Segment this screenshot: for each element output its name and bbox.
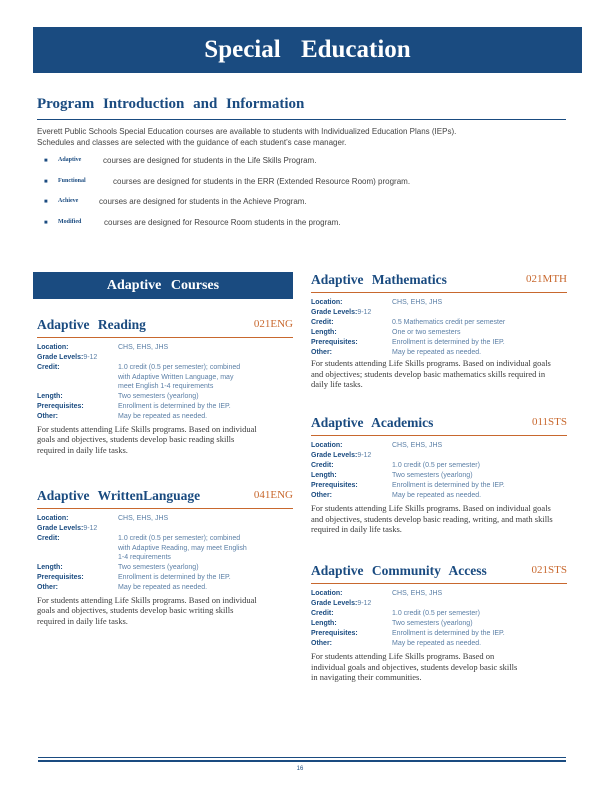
location-value: CHS, EHS, JHS [118,515,169,522]
course-adaptive-reading [37,317,293,455]
course-title: Adaptive Reading [37,317,146,332]
course-info [311,298,567,358]
location-value: CHS, EHS, JHS [392,590,443,597]
course-description: For students attending Life Skills programs. Based on individual goals and objectives, students develop basic writing skills required in daily life tasks. [37,594,257,626]
course-rule [37,337,293,338]
other-value: May be repeated as needed. [392,640,482,647]
length-value: Two semesters (yearlong) [118,563,199,571]
credit-label: Credit: [37,535,60,542]
program-description: courses are designed for students in the Achieve Program. [99,197,307,206]
location-label: Location: [37,344,69,351]
credit-label: Credit: [311,462,334,469]
program-description: courses are designed for students in the ERR (Extended Resource Room) program. [113,176,411,186]
length-label: Length: [311,472,337,479]
course-code: 021MTH [526,273,567,285]
other-label: Other: [37,412,58,420]
course-description: For students attending Life Skills programs. Based on individual goals and objectives, students develop basic reading skills required in daily life tasks. [37,423,257,455]
course-title: Adaptive Mathematics [311,272,447,287]
length-label: Length: [37,392,63,400]
prerequisites-label: Prerequisites: [311,630,358,637]
credit-value: 1.0 credit (0.5 per semester) [392,462,480,469]
course-rule [311,292,567,293]
credit-value: 1.0 credit (0.5 per semester); combined with Adaptive Written Language, may meet English 1-4 requirements [118,364,241,390]
course-code: 021STS [531,564,567,576]
credit-label: Credit: [311,610,334,617]
course-adaptive-mathematics [311,272,567,390]
grade-levels-value: 9-12 [83,525,98,532]
intro-rule [37,119,566,120]
list-item [44,177,524,198]
location-value: CHS, EHS, JHS [392,442,443,449]
location-label: Location: [37,515,69,522]
course-adaptive-community-access [311,563,567,683]
location-label: Location: [311,590,343,597]
footer-rule [38,757,566,758]
prerequisites-label: Prerequisites: [37,573,84,581]
other-value: May be repeated as needed. [118,412,208,420]
course-title: Adaptive Academics [311,415,434,430]
other-value: May be repeated as needed. [118,583,208,591]
course-info [311,441,567,501]
location-label: Location: [311,299,343,306]
grade-levels-value: 9-12 [357,309,372,316]
prerequisites-value: Enrollment is determined by the IEP. [118,573,231,581]
length-label: Length: [37,563,63,571]
intro-text: Everett Public Schools Special Education courses are available to students with Individualized Education Plans (IEPs). Schedules and classes are selected with the guidance of each student’s case manager. [37,127,457,147]
length-value: Two semesters (yearlong) [118,392,199,400]
bullet-icon: ■ [44,219,48,226]
prerequisites-value: Enrollment is determined by the IEP. [392,630,505,637]
course-rule [311,583,567,584]
prerequisites-value: Enrollment is determined by the IEP. [392,482,505,489]
course-info [37,343,293,422]
grade-levels-label: Grade Levels: [311,452,358,459]
credit-label: Credit: [37,364,60,371]
bullet-icon: ■ [44,199,48,205]
program-term: Functional [58,177,86,184]
course-rule [311,435,567,436]
other-value: May be repeated as needed. [392,492,482,499]
location-value: CHS, EHS, JHS [118,344,169,351]
bullet-icon: ■ [44,178,48,185]
grade-levels-value: 9-12 [83,354,98,361]
course-adaptive-written-language [37,488,293,626]
other-label: Other: [311,349,332,356]
list-item [44,218,524,239]
bullet-icon: ■ [44,158,48,164]
grade-levels-value: 9-12 [357,600,372,607]
other-label: Other: [37,583,58,591]
program-description: courses are designed for Resource Room students in the program. [104,217,341,227]
location-label: Location: [311,442,343,449]
other-label: Other: [311,640,332,647]
page-title: Special Education [204,36,411,63]
intro-heading: Program Introduction and Information [37,96,305,112]
program-term: Achieve [58,198,79,204]
prerequisites-label: Prerequisites: [311,482,358,489]
grade-levels-value: 9-12 [357,452,372,459]
footer-rule-thick [38,760,566,762]
length-value: Two semesters (yearlong) [392,620,473,627]
section-title: Adaptive Courses [106,278,220,293]
credit-label: Credit: [311,319,334,326]
intro-list [44,156,524,238]
course-title: Adaptive WrittenLanguage [37,488,201,503]
prerequisites-value: Enrollment is determined by the IEP. [392,339,505,346]
course-code: 041ENG [253,489,293,501]
course-code: 021ENG [253,318,293,330]
program-description: courses are designed for students in the Life Skills Program. [103,156,317,165]
grade-levels-label: Grade Levels: [37,354,84,361]
location-value: CHS, EHS, JHS [392,299,443,306]
length-label: Length: [311,329,337,336]
credit-value: 1.0 credit (0.5 per semester); combined with Adaptive Reading, may meet English 1-4 requirements [118,535,247,561]
list-item [44,156,524,177]
section-banner [33,272,293,299]
course-title: Adaptive Community Access [311,563,487,578]
course-description: For students attending Life Skills programs. Based on individual goals and objectives, students develop basic skills in navigating their communities. [311,651,518,682]
program-term: Modified [58,218,82,225]
prerequisites-label: Prerequisites: [311,339,358,346]
course-rule [37,508,293,509]
grade-levels-label: Grade Levels: [37,525,84,532]
course-description: For students attending Life Skills programs. Based on individual goals and objectives, students develop basic reading, writing, and math skills required in daily life tasks. [311,503,553,534]
grade-levels-label: Grade Levels: [311,600,358,607]
course-info [37,514,293,593]
length-label: Length: [311,620,337,627]
course-adaptive-academics [311,415,567,535]
length-value: One or two semesters [392,329,461,336]
grade-levels-label: Grade Levels: [311,309,358,316]
course-code: 011STS [531,416,567,428]
prerequisites-label: Prerequisites: [37,402,84,410]
course-info [311,589,567,649]
program-term: Adaptive [58,157,82,163]
other-value: May be repeated as needed. [392,349,482,356]
credit-value: 0.5 Mathematics credit per semester [392,319,506,326]
length-value: Two semesters (yearlong) [392,472,473,479]
page-number: 16 [296,766,304,772]
page-title-banner [33,27,582,73]
prerequisites-value: Enrollment is determined by the IEP. [118,402,231,410]
course-description: For students attending Life Skills programs. Based on individual goals and objectives; students develop basic mathematics skills required in daily life tasks. [311,358,551,389]
other-label: Other: [311,492,332,499]
list-item [44,197,524,218]
credit-value: 1.0 credit (0.5 per semester) [392,610,480,617]
